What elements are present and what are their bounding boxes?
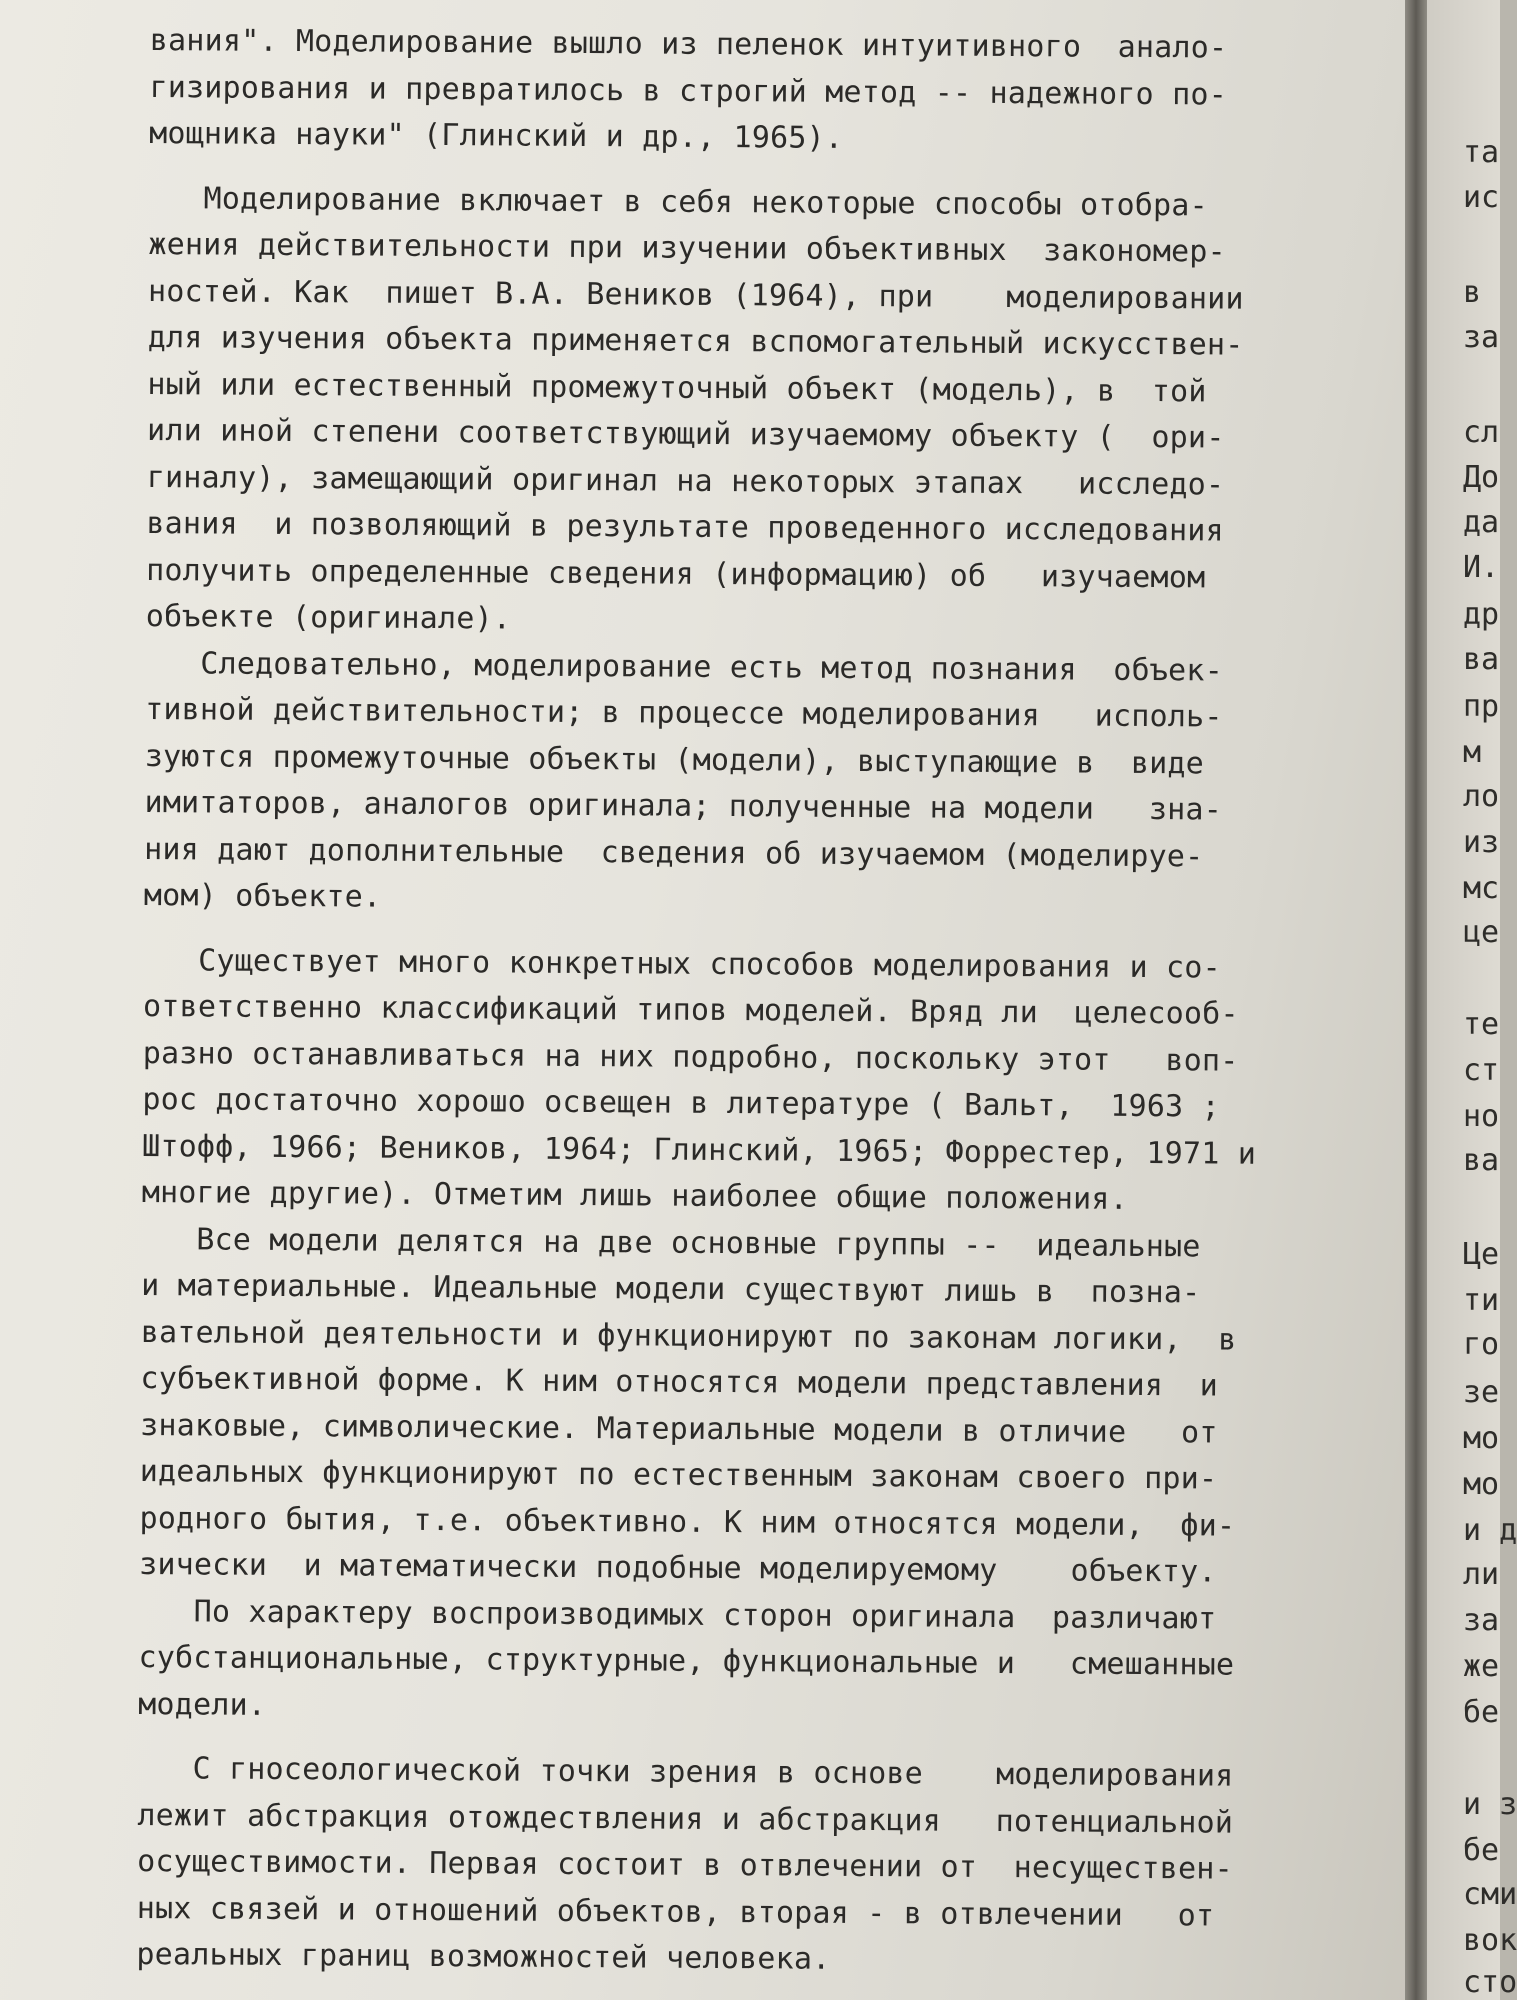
adjacent-page-fragment: др: [1463, 597, 1500, 632]
adjacent-page-fragment: ва: [1463, 1143, 1500, 1178]
paragraph: [139, 1216, 1404, 1597]
adjacent-page-fragment: пр: [1463, 689, 1500, 724]
text-line: вательной деятельности и функционируют по законам логики, в: [140, 1314, 1237, 1358]
adjacent-page-edge: [1427, 0, 1517, 2000]
adjacent-page-fragment: бе: [1463, 1695, 1500, 1730]
text-line: объекте (оригинале).: [145, 598, 512, 637]
adjacent-page-fragment: бе: [1463, 1833, 1500, 1868]
text-line: получить определенные сведения (информацию) об изучаемом: [146, 552, 1206, 595]
text-line: модели.: [138, 1686, 267, 1723]
text-line: и материальные. Идеальные модели существуют лишь в позна-: [141, 1267, 1201, 1311]
adjacent-page-fragment: це: [1463, 915, 1500, 950]
text-line: Моделирование включает в себя некоторые способы отобра-: [148, 180, 1209, 223]
text-line: родного бытия, т.е. объективно. К ним относятся модели, фи-: [139, 1500, 1236, 1544]
adjacent-page-fragment: ти: [1463, 1283, 1500, 1318]
text-line: многие другие). Отметим лишь наиболее общие положения.: [141, 1174, 1129, 1217]
adjacent-page-fragment: ис: [1463, 180, 1500, 215]
text-line: ния дают дополнительные сведения об изучаемом (моделируе-: [144, 831, 1204, 874]
text-line: По характеру воспроизводимых сторон оригинала различают: [138, 1593, 1217, 1636]
paragraph: [142, 937, 1406, 1225]
text-line: ных связей и отношений объектов, вторая - в отвлечении от: [136, 1890, 1215, 1933]
page-body: [136, 18, 1412, 1987]
adjacent-page-fragment: ст: [1463, 1053, 1500, 1088]
text-line: субстанциональные, структурные, функциональные и смешанные: [138, 1639, 1235, 1683]
adjacent-page-fragment: И.: [1463, 550, 1500, 585]
text-line: зуются промежуточные объекты (модели), выступающие в виде: [144, 738, 1205, 781]
adjacent-page-fragment: вок: [1463, 1923, 1517, 1958]
adjacent-page-fragment: м: [1463, 735, 1482, 770]
text-line: гизирования и превратилось в строгий метод -- надежного по-: [149, 69, 1228, 113]
text-line: Все модели делятся на две основные группы -- идеальные: [141, 1221, 1201, 1264]
adjacent-page-fragment: ли: [1463, 1557, 1500, 1592]
paragraph: [144, 640, 1408, 928]
adjacent-page-fragment: и з: [1463, 1787, 1517, 1822]
adjacent-page-fragment: ло: [1463, 779, 1500, 814]
text-line: тивной действительности; в процессе моделирования исполь-: [145, 691, 1223, 735]
text-line: реальных границ возможностей человека.: [136, 1936, 831, 1977]
paragraph: [149, 18, 1412, 166]
adjacent-page-fragment: из: [1463, 825, 1500, 860]
text-line: для изучения объекта применяется вспомогательный искусствен-: [147, 319, 1244, 363]
text-line: жения действительности при изучении объективных закономер-: [148, 226, 1226, 270]
adjacent-page-fragment: мо: [1463, 1467, 1500, 1502]
adjacent-page-fragment: мо: [1463, 1421, 1500, 1456]
adjacent-page-fragment: те: [1463, 1007, 1500, 1042]
text-line: имитаторов, аналогов оригинала; полученные на модели зна-: [144, 784, 1223, 828]
text-line: ностей. Как пишет В.А. Веников (1964), при моделировании: [147, 273, 1244, 317]
adjacent-page-fragment: го: [1463, 1327, 1500, 1362]
adjacent-page-fragment: да: [1463, 505, 1500, 540]
text-line: Следовательно, моделирование есть метод познания объек-: [145, 645, 1224, 689]
text-line: лежит абстракция отождествления и абстракция потенциальной: [137, 1797, 1234, 1841]
book-gutter: [1405, 0, 1427, 2000]
adjacent-page-fragment: но: [1463, 1099, 1500, 1134]
text-line: вания". Моделирование вышло из пеленок интуитивного анало-: [149, 22, 1228, 66]
text-line: вания и позволяющий в результате проведенного исследования: [146, 505, 1225, 549]
adjacent-page-fragment: сто: [1463, 1965, 1517, 2000]
text-line: мом) объекте.: [143, 877, 382, 915]
text-line: осуществимости. Первая состоит в отвлечении от несуществен-: [137, 1843, 1233, 1887]
adjacent-page-fragment: и д: [1463, 1513, 1517, 1548]
adjacent-page-fragment: ва: [1463, 642, 1500, 677]
adjacent-page-fragment: та: [1463, 135, 1500, 170]
adjacent-page-fragment: за: [1463, 1603, 1500, 1638]
adjacent-page-fragment: сми: [1463, 1877, 1517, 1912]
text-line: Штофф, 1966; Веников, 1964; Глинский, 1965; Форрестер, 1971 и: [142, 1128, 1257, 1172]
text-line: рос достаточно хорошо освещен в литературе ( Вальт, 1963 ;: [142, 1081, 1220, 1125]
adjacent-page-fragment: зе: [1463, 1375, 1500, 1410]
text-line: С гносеологической точки зрения в основе моделирования: [137, 1750, 1234, 1794]
paragraph: [146, 175, 1411, 649]
text-line: знаковые, символические. Материальные модели в отличие от: [140, 1407, 1218, 1450]
text-line: ответственно классификаций типов моделей. Вряд ли целесооб-: [142, 988, 1239, 1032]
text-line: ный или естественный промежуточный объект (модель), в той: [147, 366, 1207, 409]
text-line: разно останавливаться на них подробно, поскольку этот воп-: [142, 1035, 1239, 1079]
text-line: Существует много конкретных способов моделирования и со-: [143, 942, 1221, 985]
adjacent-page-fragment: Це: [1463, 1237, 1500, 1272]
text-line: зически и математически подобные моделируемому объекту.: [139, 1546, 1217, 1590]
adjacent-page-fragment: же: [1463, 1649, 1500, 1684]
adjacent-page-fragment: сл: [1463, 415, 1500, 450]
adjacent-page-fragment: в: [1463, 275, 1482, 310]
adjacent-page-fragment: До: [1463, 460, 1500, 495]
paragraph: [136, 1746, 1400, 1987]
text-line: гиналу), замещающий оригинал на некоторых этапах исследо-: [146, 459, 1225, 503]
adjacent-page-fragment: мс: [1463, 871, 1500, 906]
text-line: или иной степени соответствующий изучаемому объекту ( ори-: [146, 412, 1225, 456]
adjacent-page-fragment: за: [1463, 320, 1500, 355]
text-line: мощника науки" (Глинский и др., 1965).: [149, 115, 844, 156]
paragraph: [138, 1588, 1401, 1736]
text-line: идеальных функционируют по естественным законам своего при-: [139, 1453, 1218, 1497]
text-line: субъективной форме. К ним относятся модели представления и: [140, 1360, 1219, 1404]
